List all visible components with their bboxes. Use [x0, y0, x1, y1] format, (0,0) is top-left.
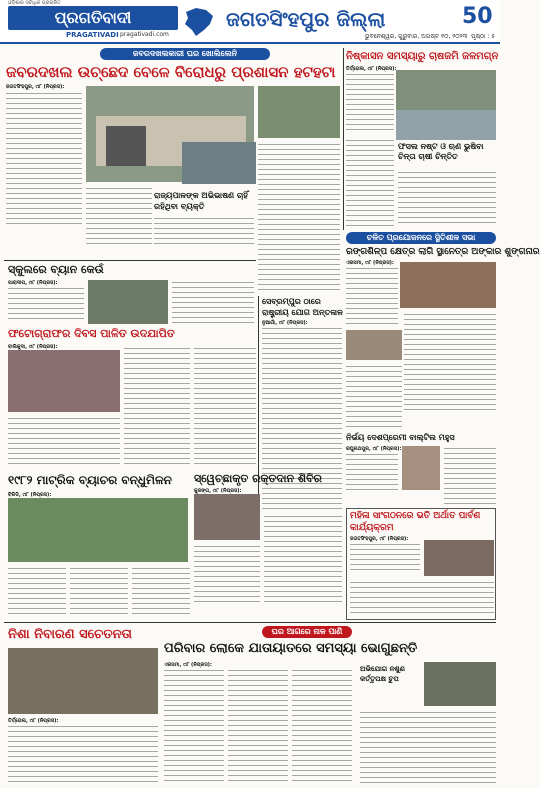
river-photo — [396, 70, 496, 140]
blood-body-col2 — [264, 514, 342, 604]
photographer-byline: ବାଲିକୁଦା, ୯ା୮ (ନିପ୍ରସ): — [8, 344, 58, 350]
women-byline: ଜଗତସିଂହପୁର, ୯ା୮ (ନିପ୍ରସ): — [350, 536, 409, 542]
anniversary-logo: 50 — [462, 4, 493, 29]
reunion-headline: ୧୯୮୨ ମାଟ୍ରିକ ବ୍ୟାଚର ବନ୍ଧୁମିଳନ — [8, 473, 172, 487]
blood-headline: ସ୍ୱେଚ୍ଛାକୃତ ରକ୍ତଦାନ ଶିବିର — [194, 472, 322, 485]
odisha-map-icon — [182, 6, 216, 38]
blood-byline: କୁଜଙ୍ଗ, ୯ା୮ (ନିପ୍ରସ): — [194, 488, 242, 494]
section-rule — [4, 260, 256, 261]
drug-body — [8, 724, 158, 784]
lead-photo-officials — [258, 86, 340, 138]
reunion-body-col3 — [132, 566, 190, 618]
dateline — [330, 33, 495, 41]
reunion-body-col2 — [70, 566, 128, 618]
brand-url: pragativadi.com — [120, 31, 169, 38]
school-photo — [88, 280, 168, 324]
family-body-col4 — [360, 710, 496, 784]
family-photo — [424, 662, 496, 706]
women-body-col1 — [350, 542, 420, 572]
library-byline: ନୁଆଗାଁ, ୯ା୮ (ନିପ୍ରସ): — [262, 320, 308, 326]
lead-side-body — [154, 216, 254, 246]
plan-body-col3 — [346, 364, 402, 428]
lead-body-col2 — [86, 186, 152, 248]
brand-latin: PRAGATIVADI — [66, 31, 119, 39]
family-body-col2 — [228, 668, 288, 784]
family-kicker: ଘର ଆଗରେ ନାଳ ପାଣି — [262, 626, 352, 638]
obit-portrait — [402, 446, 440, 490]
library-headline: ସେବ୍ରମ୍ପୁର ଠାରେ ରାଷ୍ଟ୍ରୀୟ ଯୋଗ ଅନ୍ତଳାଳ — [262, 297, 343, 317]
reunion-byline: ବିରିଡି, ୯ା୮ (ନିପ୍ରସ): — [8, 492, 52, 498]
drug-photo — [8, 648, 158, 714]
lead-photo-crowd — [182, 142, 256, 184]
section-rule-2 — [4, 622, 496, 623]
school-byline: ପାରାଦୀପ, ୯ା୮ (ନିପ୍ରସ): — [8, 280, 58, 286]
river-body-col2 — [346, 138, 394, 226]
plan-body-col2 — [404, 312, 496, 412]
women-photo — [424, 540, 494, 576]
district-title: ଜଗତସିଂହପୁର ଜିଲ୍ଲା — [226, 7, 386, 31]
photographer-body-col1 — [8, 416, 120, 468]
photographer-headline: ଫଟୋଗ୍ରାଫର ଦିବସ ପାଳିତ ଉଦଯାପିତ — [8, 327, 175, 340]
plan-byline: ଏରସମା, ୯ା୮ (ନିପ୍ରସ): — [346, 260, 394, 266]
plan-photo-meeting — [400, 262, 496, 308]
school-headline: ସ୍କୁଲରେ ବ୍ୟାନ କେଉଁ — [8, 263, 104, 276]
brand-logo: ପ୍ରଗତିବାଦୀ — [8, 6, 178, 30]
photographer-body-col3 — [194, 346, 256, 468]
river-caption: ଫସଲ ନଷ୍ଟ ଓ ଋଣ ଭୁଷିବା ଚିନ୍ତା ଚାଷୀ ଚିନ୍ତିତ — [398, 142, 484, 161]
reunion-body-col1 — [8, 566, 66, 618]
obit-body-col2 — [444, 446, 496, 506]
family-byline: ଏରସମା, ୯ା୮ (ନିପ୍ରସ): — [164, 662, 212, 668]
obit-byline: ରଘୁନାଥପୁର, ୯ା୮ (ନିପ୍ରସ): — [346, 446, 402, 452]
drug-headline: ନିଶା ନିବାରଣ ସଚେତନତା — [8, 627, 132, 642]
river-body-col1 — [346, 72, 394, 132]
plan-headline: ରଙ୍ଗଶିଳ୍ପ କ୍ଷେତ୍ର ଲାଗି ସ୍ଥାନେତ୍ର ଅଙ୍କାର ଶୁଙ୍ଗନାର — [346, 247, 540, 257]
lead-byline: ଜଗତସିଂହପୁର, ୯ା୮ (ନିପ୍ରସ): — [6, 84, 65, 90]
lead-body-col3 — [258, 142, 340, 292]
women-body-col2 — [350, 580, 494, 616]
photographer-body-col2 — [124, 346, 190, 468]
river-byline: ତିର୍ତ୍ତୋଲ, ୯ା୮ (ନିପ୍ରସ): — [346, 66, 397, 72]
women-headline: ମହିଳା ସାଂଗଠନରେ ଭତି ଅର୍ଥାତ ପାର୍ବଣ କାର୍ଯ୍ୟକ୍ରମ — [350, 511, 481, 533]
blood-body-col1 — [194, 544, 260, 604]
family-sub: ଅଭିଯୋଗ ନଶୁଣ କର୍ତ୍ତୃପକ୍ଷ ଚୁପ — [360, 665, 405, 683]
column-rule — [343, 48, 344, 230]
masthead-tagline: ଓଡ଼ିଶାର ସର୍ବାଧିକ ପ୍ରଚାରିତ — [8, 0, 61, 6]
obit-headline: ନିର୍ଭୟ ଦେଶପ୍ରେମୀ ବାଲ୍ଟିଲ ମହୁସ — [346, 433, 455, 442]
lead-side-headline: ରାଜ୍ୟପାଳଙ୍କ ଅଭିଭାଷଣ ଚାହିଁ ରହିଥିବା ବ୍ୟକ୍ତି — [154, 191, 248, 211]
obit-body-col1 — [346, 452, 398, 492]
drug-byline: ତିର୍ତ୍ତୋଲ, ୯ା୮ (ନିପ୍ରସ): — [8, 718, 59, 724]
plan-kicker: ଚଳିତ ପ୍ରଯୋଜନରେ ସ୍ଥିତିଶୀଳ ସଭା — [346, 232, 496, 244]
page-number: ପୃଷ୍ଠା : ୫ — [471, 33, 495, 40]
plan-photo-2 — [346, 330, 402, 360]
family-body-col1 — [164, 668, 224, 784]
river-body-col3 — [398, 170, 496, 226]
date: ଭୁବନେଶ୍ୱର, ଗୁରୁବାର, ଅଗଷ୍ଟ ୧୦, ୨୦୨୩ — [364, 33, 468, 40]
photographer-photo — [8, 350, 120, 412]
blood-photo — [194, 494, 260, 540]
school-body-col2 — [172, 280, 254, 324]
lead-kicker: ଜବରଦଖଲକାରୀ ଘର ଖୋଲିଲେନି — [100, 48, 270, 60]
plan-body-col1 — [346, 266, 398, 326]
lead-body-col1 — [6, 91, 82, 227]
family-headline: ପରିବାର ଲୋକେ ଯାତାୟାତରେ ସମସ୍ୟା ଭୋଗୁଛନ୍ତି — [164, 641, 418, 656]
lead-headline: ଜବରଦଖଲ ଉଚ୍ଛେଦ ବେଳେ ବିରୋଧରୁ ପ୍ରଶାସନ ହଟହଟା — [6, 63, 336, 81]
family-body-col3 — [292, 668, 352, 784]
river-headline: ନିଷ୍କାସନ ସମସ୍ୟାରୁ ଚାଷଜମି ଜଳମଗ୍ନ — [346, 51, 499, 62]
school-body-col1 — [8, 286, 84, 322]
reunion-photo — [8, 498, 188, 562]
